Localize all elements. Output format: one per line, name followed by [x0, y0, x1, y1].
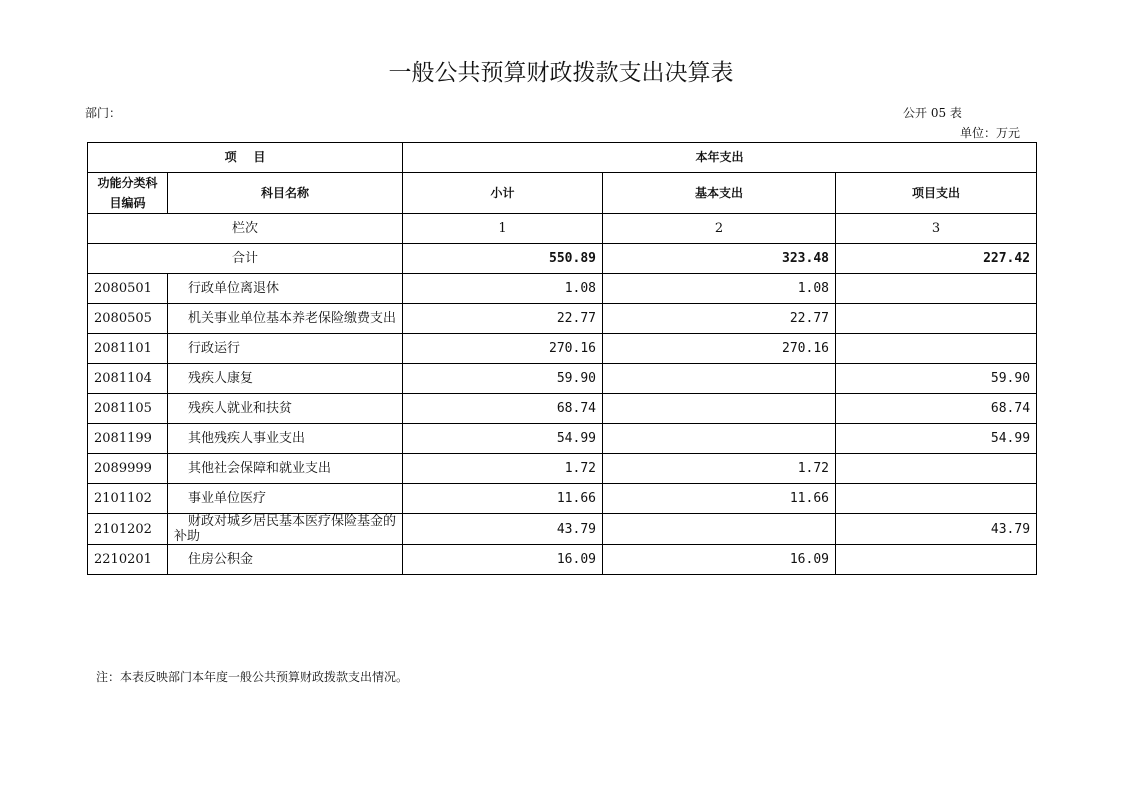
table-row	[88, 424, 1037, 454]
row-subtotal: 68.74	[403, 394, 603, 424]
row-name	[168, 334, 403, 364]
header-code	[88, 173, 168, 214]
header-code-text: 功能分类科目编码	[97, 176, 158, 210]
row-subtotal: 43.79	[403, 514, 603, 545]
row-project: 54.99	[836, 424, 1037, 454]
row-subtotal: 1.08	[403, 274, 603, 304]
row-name	[168, 304, 403, 334]
row-basic: 1.72	[603, 454, 836, 484]
column-index-2: 2	[603, 214, 836, 244]
row-project: 43.79	[836, 514, 1037, 545]
department-label: 部门：	[85, 106, 122, 120]
header-row-top	[88, 143, 1037, 173]
header-current-year: 本年支出	[403, 143, 1037, 173]
row-subtotal: 270.16	[403, 334, 603, 364]
row-basic: 1.08	[603, 274, 836, 304]
expenditure-table	[87, 142, 1037, 575]
row-subtotal: 16.09	[403, 545, 603, 575]
total-row	[88, 244, 1037, 274]
header-project-exp: 项目支出	[836, 173, 1037, 214]
row-basic: 270.16	[603, 334, 836, 364]
row-name	[168, 514, 403, 545]
row-project	[836, 454, 1037, 484]
row-code: 2089999	[88, 454, 168, 484]
row-name	[168, 545, 403, 575]
table-row	[88, 545, 1037, 575]
row-project	[836, 484, 1037, 514]
row-code: 2210201	[88, 545, 168, 575]
header-project: 项 目	[88, 143, 403, 173]
row-code: 2081199	[88, 424, 168, 454]
row-name-text: 残疾人康复	[188, 371, 254, 386]
total-subtotal: 550.89	[403, 244, 603, 274]
row-name	[168, 454, 403, 484]
row-project: 68.74	[836, 394, 1037, 424]
row-name-text: 行政运行	[188, 341, 241, 356]
row-name-text: 事业单位医疗	[188, 491, 267, 506]
row-project	[836, 274, 1037, 304]
row-project	[836, 334, 1037, 364]
row-name	[168, 274, 403, 304]
column-index-3: 3	[836, 214, 1037, 244]
row-name-text: 其他社会保障和就业支出	[188, 461, 332, 476]
row-code: 2101202	[88, 514, 168, 545]
row-name-text: 住房公积金	[188, 552, 254, 567]
row-code: 2080505	[88, 304, 168, 334]
row-name-text: 其他残疾人事业支出	[188, 431, 306, 446]
table-row	[88, 484, 1037, 514]
row-basic	[603, 424, 836, 454]
row-code: 2081104	[88, 364, 168, 394]
row-name-text: 财政对城乡居民基本医疗保险基金的补助	[174, 514, 397, 544]
column-index-label: 栏次	[88, 214, 403, 244]
row-code: 2101102	[88, 484, 168, 514]
row-code: 2080501	[88, 274, 168, 304]
row-basic: 16.09	[603, 545, 836, 575]
row-name	[168, 484, 403, 514]
row-project	[836, 304, 1037, 334]
row-subtotal: 1.72	[403, 454, 603, 484]
table-row	[88, 304, 1037, 334]
table-row	[88, 454, 1037, 484]
row-name-text: 行政单位离退休	[188, 281, 280, 296]
row-basic	[603, 394, 836, 424]
row-name	[168, 424, 403, 454]
row-project: 59.90	[836, 364, 1037, 394]
header-name: 科目名称	[168, 173, 403, 214]
unit-label: 单位：万元	[960, 126, 1021, 140]
row-subtotal: 22.77	[403, 304, 603, 334]
column-index-row	[88, 214, 1037, 244]
table-row	[88, 274, 1037, 304]
row-basic: 11.66	[603, 484, 836, 514]
table-row	[88, 364, 1037, 394]
table-row	[88, 334, 1037, 364]
header-row-sub	[88, 173, 1037, 214]
row-code: 2081101	[88, 334, 168, 364]
row-name-text: 机关事业单位基本养老保险缴费支出	[188, 311, 397, 326]
row-project	[836, 545, 1037, 575]
header-subtotal: 小计	[403, 173, 603, 214]
column-index-1: 1	[403, 214, 603, 244]
total-project: 227.42	[836, 244, 1037, 274]
table-row	[88, 514, 1037, 545]
page-title: 一般公共预算财政拨款支出决算表	[388, 60, 734, 86]
table-row	[88, 394, 1037, 424]
row-name-text: 残疾人就业和扶贫	[188, 401, 293, 416]
total-basic: 323.48	[603, 244, 836, 274]
row-subtotal: 59.90	[403, 364, 603, 394]
header-basic: 基本支出	[603, 173, 836, 214]
table-number: 公开 05 表	[903, 106, 962, 120]
row-basic	[603, 514, 836, 545]
row-basic	[603, 364, 836, 394]
row-name	[168, 394, 403, 424]
row-basic: 22.77	[603, 304, 836, 334]
row-code: 2081105	[88, 394, 168, 424]
row-subtotal: 11.66	[403, 484, 603, 514]
total-label: 合计	[88, 244, 403, 274]
row-subtotal: 54.99	[403, 424, 603, 454]
row-name	[168, 364, 403, 394]
footnote: 注：本表反映部门本年度一般公共预算财政拨款支出情况。	[96, 670, 409, 684]
